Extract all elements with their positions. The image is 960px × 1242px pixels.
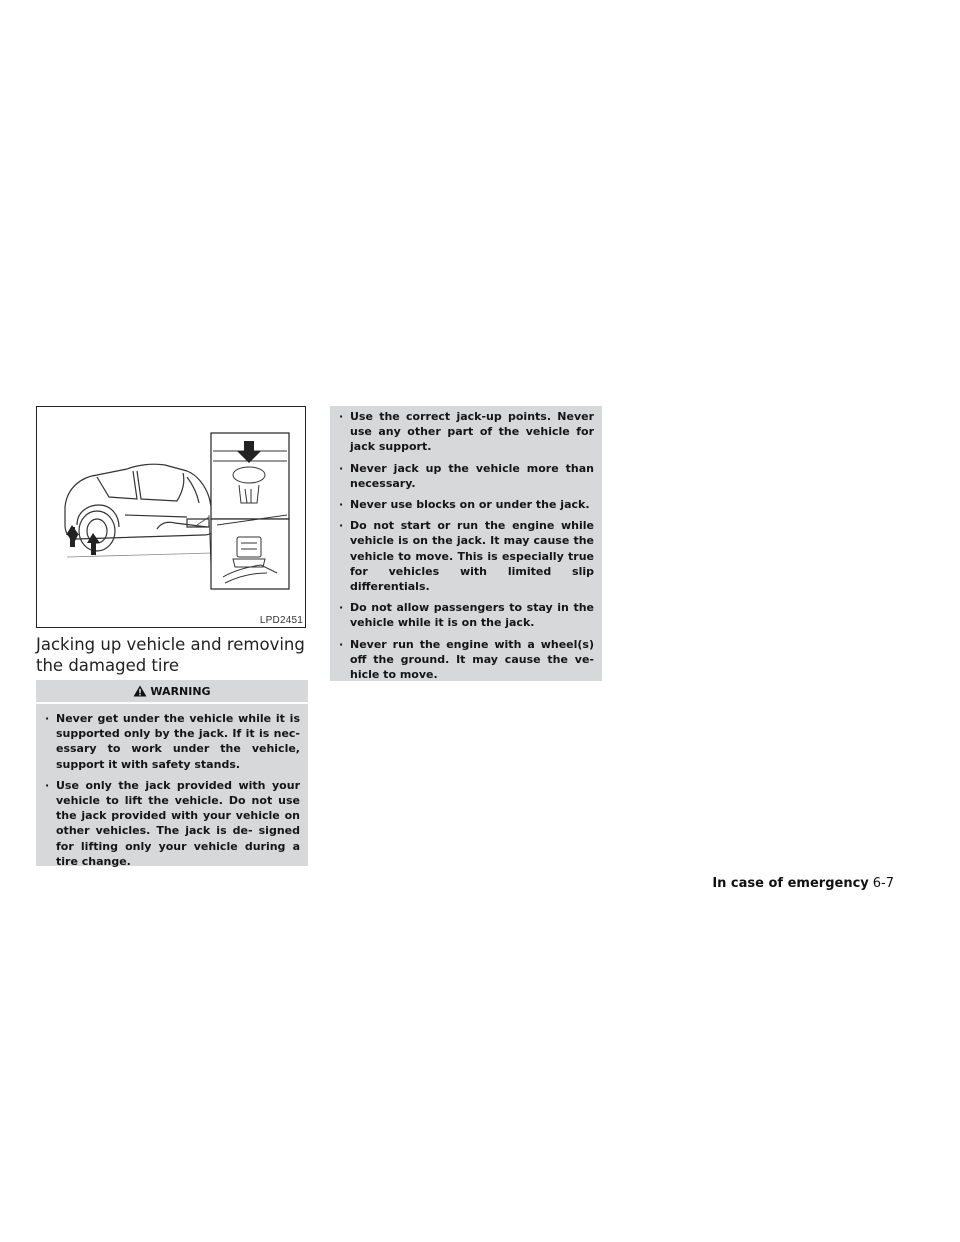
footer-section-title: In case of emergency (712, 876, 869, 891)
warning-list-continued (330, 406, 602, 692)
warning-list (36, 704, 308, 879)
warning-item: · Do not start or run the engine while vehicle is on the jack. It may cause the vehicle to move. This is especially true for vehicles with limited slip differentials. (338, 518, 594, 594)
warning-box (36, 680, 308, 866)
warning-item: · Use only the jack provided with your vehicle to lift the vehicle. Do not use the jack provided with your vehicle on other vehicles. The jack is de- signed for lifting only your vehicle during a tire change. (44, 778, 300, 869)
warning-item: · Never jack up the vehicle more than necessary. (338, 461, 594, 491)
warning-item: · Use the correct jack-up points. Never use any other part of the vehicle for jack support. (338, 409, 594, 455)
page-footer (712, 876, 894, 891)
warning-triangle-icon (133, 685, 147, 697)
warning-title-text: WARNING (150, 684, 211, 698)
section-heading: Jacking up vehicle and removing the damaged tire (36, 635, 305, 675)
warning-item: · Never use blocks on or under the jack. (338, 497, 594, 512)
jacking-illustration (36, 406, 306, 628)
warning-item: · Do not allow passengers to stay in the vehicle while it is on the jack. (338, 600, 594, 630)
warning-box-continued (330, 406, 602, 681)
warning-item: · Never run the engine with a wheel(s) off the ground. It may cause the ve- hicle to move. (338, 637, 594, 683)
warning-title (36, 680, 308, 704)
vehicle-jack-point-drawing (37, 407, 307, 629)
warning-item: · Never get under the vehicle while it is supported only by the jack. If it is nec- essary to work under the vehicle, support it with safety stands. (44, 711, 300, 772)
page-number: 6-7 (872, 876, 894, 891)
figure-code: LPD2451 (259, 615, 303, 626)
